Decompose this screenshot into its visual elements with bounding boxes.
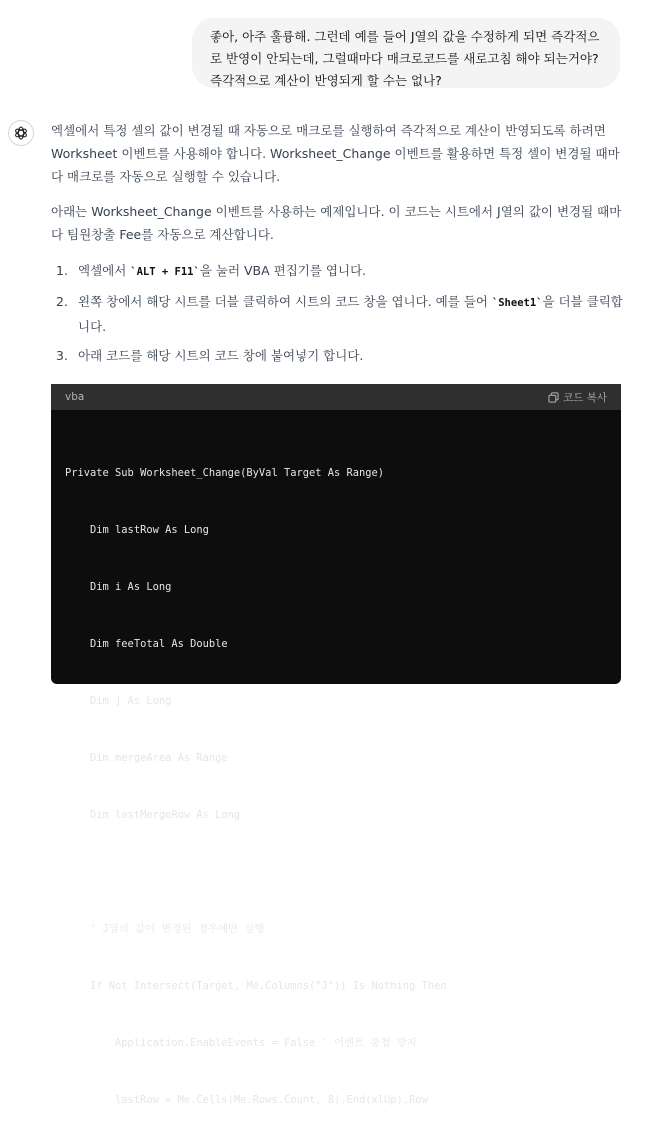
list-number: 3. (56, 348, 68, 363)
code-block (51, 384, 621, 1106)
copy-icon (548, 392, 559, 403)
user-message-text: 좋아, 아주 훌륭해. 그런데 예를 들어 J열의 값을 수정하게 되면 즉각적으로 반영이 안되는데, 그럴때마다 매크로코드를 새로고침 해야 되는거야? 즉각적으로 계산이 반영되게 할 수는 없나? (210, 29, 600, 88)
code-line: Dim lastMergeRow As Long (65, 809, 241, 821)
list-item (51, 344, 624, 367)
step-text: 을 더블 클릭합니다. (78, 294, 623, 334)
code-line: lastRow = Me.Cells(Me.Rows.Count, 8).End(xlUp).Row (65, 1094, 428, 1106)
list-number: 2. (56, 294, 68, 309)
code-line (65, 863, 607, 882)
code-line: Dim feeTotal As Double (65, 638, 228, 650)
assistant-avatar (8, 120, 34, 146)
copy-code-button[interactable] (548, 390, 607, 405)
code-content[interactable] (51, 410, 621, 1148)
assistant-paragraph: 엑셀에서 특정 셀의 값이 변경될 때 자동으로 매크로를 실행하여 즉각적으로 계산이 반영되도록 하려면 Worksheet 이벤트를 사용해야 합니다. Worksheet_Change 이벤트를 활용하면 특정 셀이 변경될 때마다 매크로를 자동으로 실행할 수 있습니다. (51, 123, 620, 184)
list-item (51, 290, 624, 338)
steps-list (51, 259, 624, 367)
code-language-label: vba (65, 391, 85, 403)
user-message-bubble (192, 18, 620, 88)
code-line: Application.EnableEvents = False ' 이벤트 중첩 방지 (65, 1037, 417, 1049)
code-line: Dim lastRow As Long (65, 524, 209, 536)
step-text: 아래 코드를 해당 시트의 코드 창에 붙여넣기 합니다. (78, 348, 364, 363)
list-number: 1. (56, 263, 68, 278)
step-text: 왼쪽 창에서 해당 시트를 더블 클릭하여 시트의 코드 창을 엽니다. 예를 들어 (78, 294, 492, 309)
inline-code: `Sheet1` (491, 297, 543, 309)
assistant-paragraph: 아래는 Worksheet_Change 이벤트를 사용하는 예제입니다. 이 코드는 시트에서 J열의 값이 변경될 때마다 팀원창출 Fee를 자동으로 계산합니다. (51, 204, 622, 242)
list-item (51, 259, 624, 284)
copy-code-label: 코드 복사 (563, 391, 607, 404)
step-text: 엑셀에서 (78, 263, 131, 278)
code-block-header (51, 384, 621, 410)
step-text: 을 눌러 VBA 편집기를 엽니다. (199, 263, 367, 278)
code-line: Dim mergeArea As Range (65, 752, 228, 764)
code-line: ' J열의 값이 변경된 경우에만 실행 (65, 923, 265, 935)
openai-logo-icon (13, 125, 29, 141)
code-line: Dim i As Long (65, 581, 172, 593)
assistant-reply (51, 119, 624, 373)
code-line: If Not Intersect(Target, Me.Columns("J")) Is Nothing Then (65, 980, 447, 992)
code-line: Dim j As Long (65, 695, 172, 707)
code-line: Private Sub Worksheet_Change(ByVal Target As Range) (65, 467, 385, 479)
inline-code: `ALT + F11` (130, 266, 200, 278)
